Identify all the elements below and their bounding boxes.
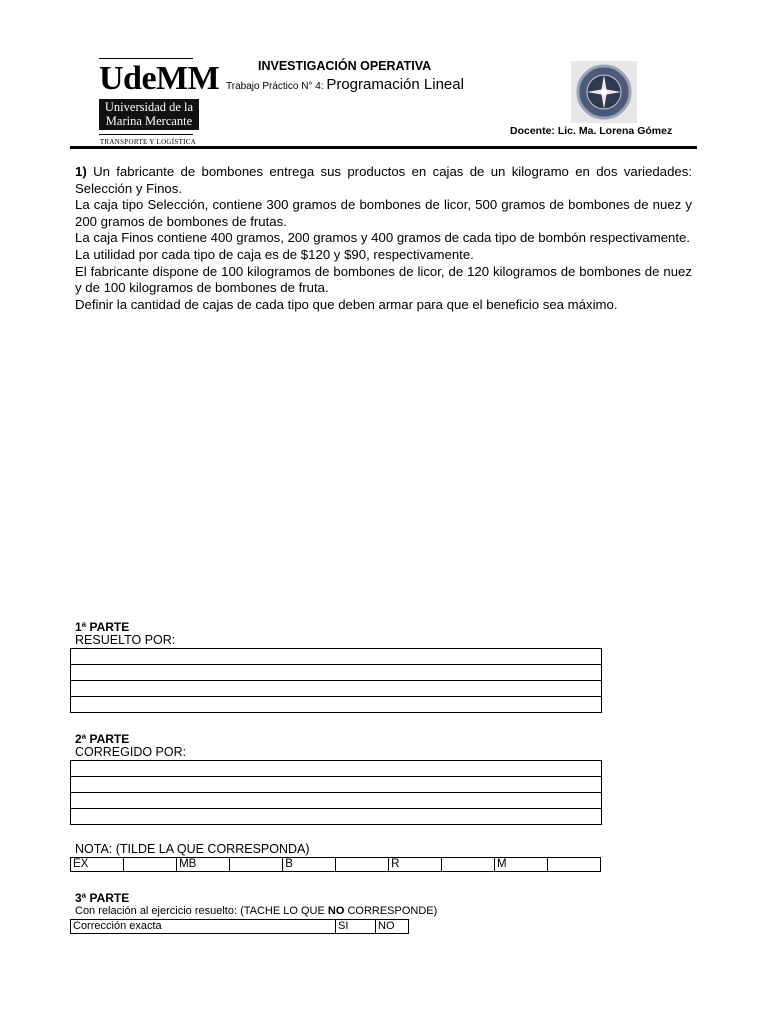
name-row[interactable]	[71, 697, 601, 712]
problem-line-1	[75, 164, 692, 197]
subtitle-prefix: Trabajo Práctico N° 4:	[226, 81, 327, 92]
university-seal-icon	[571, 61, 637, 123]
assignment-subtitle	[226, 76, 464, 93]
part3-title: 3ª PARTE	[75, 891, 130, 905]
logo-line2: Marina Mercante	[105, 114, 193, 128]
part3-instruction-post: CORRESPONDE)	[344, 905, 438, 917]
problem-line-6: Definir la cantidad de cajas de cada tipo que deben armar para que el beneficio sea máximo.	[75, 296, 618, 312]
part3-instruction-pre: Con relación al ejercicio resuelto: (TACHE LO QUE	[75, 905, 328, 917]
problem-line-2: La caja tipo Selección, contiene 300 gramos de bombones de licor, 500 gramos de bombones de nuez y 200 gramos de bombones de frutas.	[75, 197, 692, 229]
problem-line-5: El fabricante dispone de 100 kilogramos de bombones de licor, de 120 kilogramos de bombones de nuez y de 100 kilogramos de bombones de fruta.	[75, 263, 692, 296]
subtitle-main: Programación Lineal	[326, 76, 464, 93]
grade-checkbox[interactable]	[442, 858, 495, 872]
grade-cell-m: M	[494, 858, 547, 872]
problem-intro: Un fabricante de bombones entrega sus productos en cajas de un kilogramo en dos variedades: Selección y Finos.	[75, 164, 692, 196]
logo-block	[99, 99, 199, 130]
logo-bottom-rule	[99, 134, 193, 135]
part3-instruction	[75, 905, 437, 917]
problem-line-4: La utilidad por cada tipo de caja es de $120 y $90, respectivamente.	[75, 246, 474, 262]
grade-cell-ex: EX	[71, 858, 124, 872]
grade-cell-r: R	[389, 858, 442, 872]
yes-option[interactable]: SI	[336, 920, 376, 934]
part1-label: RESUELTO POR:	[75, 633, 176, 647]
part2-name-table	[70, 760, 602, 825]
name-row[interactable]	[71, 761, 601, 777]
part1-title: 1ª PARTE	[75, 620, 130, 634]
name-row[interactable]	[71, 777, 601, 793]
problem-line-3: La caja Finos contiene 400 gramos, 200 gramos y 400 gramos de cada tipo de bombón respectivamente.	[75, 230, 691, 246]
part2-title: 2ª PARTE	[75, 732, 130, 746]
teacher-name: Docente: Lic. Ma. Lorena Gómez	[510, 125, 673, 137]
correction-label: Corrección exacta	[71, 920, 336, 934]
name-row[interactable]	[71, 793, 601, 809]
grade-cell-b: B	[283, 858, 336, 872]
grade-checkbox[interactable]	[230, 858, 283, 872]
name-row[interactable]	[71, 665, 601, 681]
header-divider	[70, 146, 697, 149]
problem-number: 1)	[75, 164, 87, 179]
part3-instruction-bold: NO	[327, 905, 345, 917]
grade-label: NOTA: (TILDE LA QUE CORRESPONDA)	[75, 842, 310, 856]
grade-table	[70, 857, 601, 872]
grade-checkbox[interactable]	[548, 858, 601, 872]
grade-cell-mb: MB	[177, 858, 230, 872]
logo-line1: Universidad de la	[104, 100, 194, 114]
logo-subtitle: TRANSPORTE Y LOGÍSTICA	[99, 138, 197, 146]
part2-label: CORREGIDO POR:	[75, 745, 187, 759]
course-title: INVESTIGACIÓN OPERATIVA	[258, 59, 432, 73]
logo-name: UdeMM	[99, 60, 220, 97]
part1-name-table	[70, 648, 602, 713]
correction-table	[70, 919, 409, 934]
name-row[interactable]	[71, 649, 601, 665]
name-row[interactable]	[71, 681, 601, 697]
grade-checkbox[interactable]	[124, 858, 177, 872]
problem-statement	[75, 164, 692, 313]
grade-checkbox[interactable]	[336, 858, 389, 872]
name-row[interactable]	[71, 809, 601, 824]
no-option[interactable]: NO	[376, 920, 409, 934]
logo-top-rule	[99, 58, 193, 59]
